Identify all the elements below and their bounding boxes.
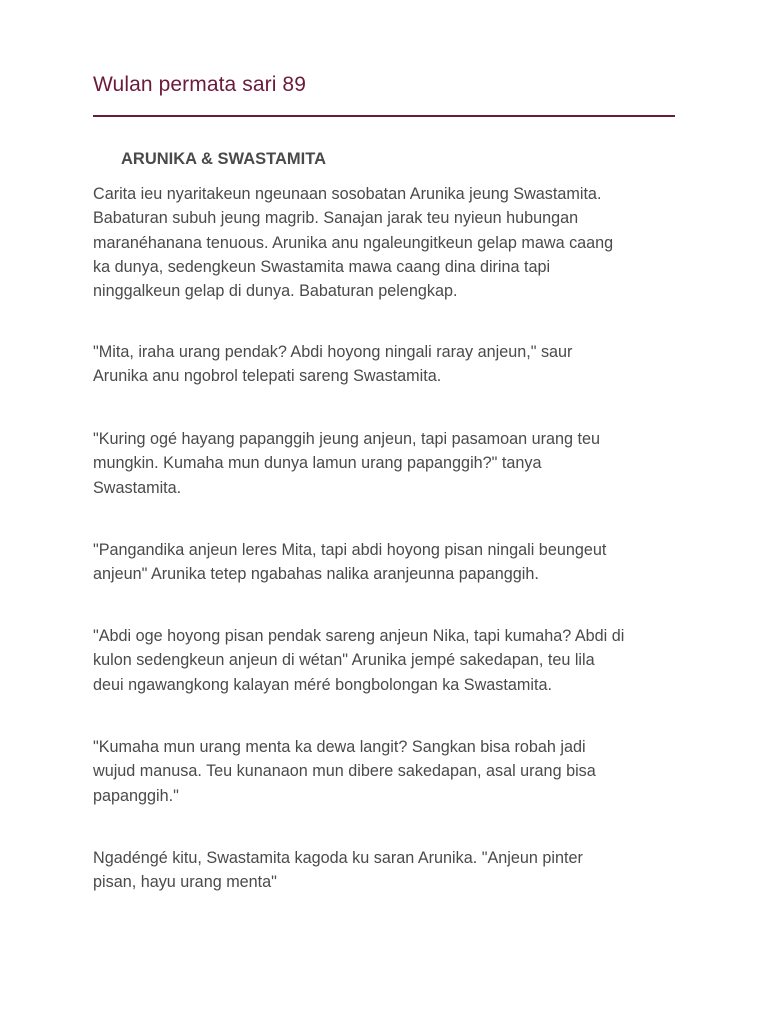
paragraph-line: "Kumaha mun urang menta ka dewa langit? Sangkan bisa robah jadi: [93, 738, 586, 756]
paragraph-line: ka dunya, sedengkeun Swastamita mawa caang dina dirina tapi: [93, 257, 551, 276]
paragraph-closing: [93, 846, 683, 895]
paragraph-line: wujud manusa. Teu kunanaon mun dibere sakedapan, asal urang bisa: [93, 762, 596, 781]
paragraph-line: Swastamita.: [93, 478, 182, 497]
paragraph-line: "Kuring ogé hayang papanggih jeung anjeun, tapi pasamoan urang teu: [93, 430, 601, 448]
paragraph-dialogue-2: [93, 427, 683, 500]
paragraph-line: kulon sedengkeun anjeun di wétan" Arunika jempé sakedapan, teu lila: [93, 651, 595, 670]
paragraph-line: mungkin. Kumaha mun dunya lamun urang papanggih?" tanya: [93, 454, 542, 473]
paragraph-line: Arunika anu ngobrol telepati sareng Swastamita.: [93, 367, 442, 386]
paragraph-line: Babaturan subuh jeung magrib. Sanajan jarak teu nyieun hubungan: [93, 209, 579, 228]
paragraph-line: "Mita, iraha urang pendak? Abdi hoyong ningali raray anjeun," saur: [93, 343, 573, 361]
document-title: Wulan permata sari 89: [93, 73, 306, 96]
paragraph-line: maranéhanana tenuous. Arunika anu ngaleungitkeun gelap mawa caang: [93, 233, 614, 252]
paragraph-line: Carita ieu nyaritakeun ngeunaan sosobatan Arunika jeung Swastamita.: [93, 185, 602, 203]
paragraph-line: "Abdi oge hoyong pisan pendak sareng anjeun Nika, tapi kumaha? Abdi di: [93, 627, 625, 645]
story-heading: ARUNIKA & SWASTAMITA: [121, 150, 327, 168]
paragraph-dialogue-4: [93, 624, 683, 697]
title-divider: [93, 115, 675, 117]
paragraph-dialogue-3: [93, 538, 683, 587]
paragraph-line: ninggalkeun gelap di dunya. Babaturan pelengkap.: [93, 282, 458, 301]
paragraph-intro: [93, 182, 683, 303]
paragraph-line: "Pangandika anjeun leres Mita, tapi abdi hoyong pisan ningali beungeut: [93, 541, 607, 559]
paragraph-line: anjeun" Arunika tetep ngabahas nalika aranjeunna papanggih.: [93, 565, 539, 584]
paragraph-dialogue-5: [93, 735, 683, 808]
paragraph-line: papanggih.": [93, 786, 179, 805]
paragraph-line: pisan, hayu urang menta": [93, 873, 277, 892]
paragraph-line: deui ngawangkong kalayan méré bongbolongan ka Swastamita.: [93, 675, 552, 694]
paragraph-dialogue-1: [93, 340, 683, 389]
paragraph-line: Ngadéngé kitu, Swastamita kagoda ku saran Arunika. "Anjeun pinter: [93, 849, 583, 867]
